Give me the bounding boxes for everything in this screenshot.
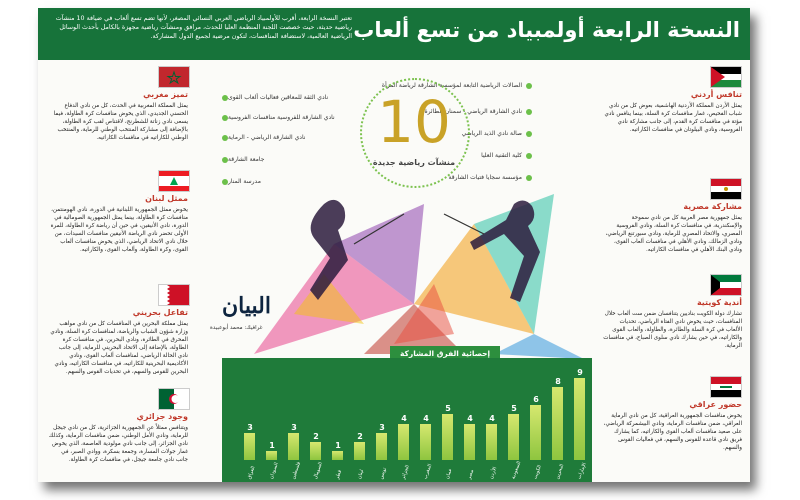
bullet-dot-icon <box>526 131 532 137</box>
venue-item: الصالات الرياضية التابعة لمؤسسة الشارقة لرياضة المرأة <box>382 82 532 89</box>
infographic-sheet <box>38 8 750 482</box>
category-label: عمان <box>444 467 454 480</box>
graphic-credit: غرافيك: محمد أبوعبيدة <box>210 325 263 331</box>
category-label: تونس <box>378 466 389 480</box>
country-desc: تشارك دولة الكويت بناديين يتنافسان ضمن ست ألعاب خلال المنافسات، حيث يخوض نادي الفتاة الرياضي، تحديات الألعاب في كرة السلة والطائرة، والطاولة، وألعاب القوى والكاراتيه، في حين يشارك نادي سلوى الصباح، في منافسات الرماية. <box>603 311 742 349</box>
bar-value-label: 1 <box>269 440 275 450</box>
venue-item: نادي الشارقة للفروسية منافسات الفروسية <box>218 114 335 121</box>
bullet-dot-icon <box>526 175 532 181</box>
country-desc: يخوض منافسات الجمهورية العراقية، كل من نادي الرماية العراقي، ضمن منافسات الرماية، ونادي البيشمركة الرياضي، على صعيد منافسات ألعاب القوى والكاراتيه، كما يشارك فريق نادي قاعدة للقوس والسهم، في فعاليات القوس والسهم. <box>603 413 742 451</box>
category-label: فلسطين <box>290 461 303 480</box>
venue-item: صالة نادي الذيد الرياضي <box>462 130 532 137</box>
country-name: تفاعل بحريني <box>132 308 188 317</box>
chart-bar <box>376 433 387 460</box>
bar-value-label: 4 <box>489 413 495 423</box>
chart-bar <box>486 424 497 460</box>
bar-value-label: 3 <box>247 422 253 432</box>
header-band <box>38 8 750 60</box>
egypt-flag-icon <box>710 178 742 200</box>
venue-item: نادي الشارقة الرياضي - سمنان الطائرة <box>424 108 532 115</box>
country-desc: يمثل الأردن المملكة الأردنية الهاشمية، بعوض كل من نادي شباب الفحيص، غمار منافسات كرة السلة، بينما ينافس نادي مؤتة في منافسات كرة القدم، إلى جانب مشاركة نادي الفروسية، ونادي البيلوتان في منافسات الكاراتيه. <box>604 103 742 133</box>
bullet-dot-icon <box>526 83 532 89</box>
venue-item: مدرسة المنار <box>218 178 261 185</box>
bar-value-label: 1 <box>335 440 341 450</box>
category-label: البحرين <box>554 463 566 480</box>
page-title: النسخة الرابعة أولمبياد من تسع ألعاب <box>353 18 740 42</box>
country-name: تميز مغربي <box>143 90 188 99</box>
chart-bar <box>288 433 299 460</box>
venue-item: نادي الشارقة الرياضي - الرماية <box>218 134 305 141</box>
morocco-flag-icon <box>158 66 190 88</box>
teams-chart <box>222 358 592 482</box>
kuwait-flag-icon <box>710 274 742 296</box>
country-desc: يمثل مملكة البحرين في المنافسات كل من نادي مواهب وزارة شؤون الشباب والرياضة، لمنافسات كرة السلة، ونادي المحرق في الطائرة، ونادي البحرين، في منافسات كرة الطاولة، بالإضافة إلى الاتحاد البحريني للرماية، إلى جانب نادي الحالة الرياضي، لمنافسات ألعاب القوى، ونادي الأكاديمية البحرينية للكاراتيه، في منافسات الكاراتيه، ونادي البحرين للقوس والسهم، في تحديات القوس والسهم. <box>50 321 188 375</box>
bar-value-label: 4 <box>467 413 473 423</box>
country-name: تنافس أردني <box>690 90 742 99</box>
category-label: العراق <box>246 465 257 480</box>
country-desc: يمثل جمهورية مصر العربية كل من نادي سموحة والإسكندرية، في منافسات كرة السلة، ونادي الفروسية المصري، والاتحاد المصري للرماية، ونادي سبورتنغ الرياضي، ونادي الزمالك، ونادي الأهلي في منافسات ألعاب القوى، ونادي البنك الأهلي في منافسات الكاراتيه. <box>605 215 742 253</box>
bullet-dot-icon <box>526 109 532 115</box>
chart-bar <box>244 433 255 460</box>
venue-item: كلية التقنية العليا <box>481 152 532 159</box>
bar-value-label: 6 <box>533 395 539 405</box>
chart-bar <box>354 442 365 460</box>
country-name: حضور عراقي <box>689 400 742 409</box>
country-desc: يخوض ممثل الجمهورية اللبنانية في الدورة، نادي الهومنتمن، منافسات كرة الطاولة، بينما يمثل الجمهورية الصومالية في الدورة، نادي الأنيقين، في حين أن رياضة كرة الطاولة، للمرة الأولى تحضر نادي الرياضة الأنيقين منافسات السيدات، من خلال نادي الاتحاد الرياضي، الذي يخوض منافسات ألعاب القوى، وكرة الطاولة، وألعاب القوى، والكاراتيه. <box>50 207 188 253</box>
bahrain-flag-icon <box>158 284 190 306</box>
bar-value-label: 4 <box>401 413 407 423</box>
category-label: الصومال <box>312 461 325 480</box>
country-name: ممثل لبنان <box>145 194 188 203</box>
venue-item: جامعة الشارقة <box>218 156 264 163</box>
bar-value-label: 5 <box>445 404 451 414</box>
venue-count-caption: منشآت رياضية جديدة <box>372 158 456 167</box>
chart-bar <box>464 424 475 460</box>
category-label: السودان <box>268 461 280 480</box>
category-label: قطر <box>334 469 344 480</box>
bar-value-label: 3 <box>291 422 297 432</box>
intro-text: تعتبر النسخة الرابعة، أقرب للأولمبياد الرياضي العربي النسائي المصغر، لأنها تضم تسع ألعاب في ضيافة 10 منشآت رياضية حديثة، حيث خصصت اللجنة المنظمة العليا للحدث، مرافق ومنشآت رياضية مجهزة بالكامل بأحدث الوسائل الرياضية العالمية، لاستضافة المنافسات، لتكون مرضية لجميع الدول المشاركة. <box>55 15 352 40</box>
bar-value-label: 2 <box>357 431 363 441</box>
iraq-flag-icon <box>710 376 742 398</box>
category-label: الجزائر <box>400 464 411 480</box>
bar-value-label: 9 <box>577 368 583 377</box>
venue-count-number: 10 <box>377 88 451 156</box>
bar-value-label: 8 <box>555 377 561 387</box>
bar-value-label: 5 <box>511 404 517 414</box>
chart-bar <box>442 414 453 460</box>
country-name: وجود جزائري <box>136 412 188 421</box>
chart-bar <box>552 387 563 460</box>
category-label: المغرب <box>422 463 434 480</box>
chart-bar <box>574 378 585 460</box>
country-desc: ويتنافس ممثلاً عن الجمهورية الجزائرية، كل من نادي جيجل للرماية، ونادي الأمل الوطني، ضمن منافسات الرماية، وكذلك نادي الجزائر، إلى جانب نادي مولودية العاصمة، الذي يخوض غمار جولات المسارة، وجمعة بسكرة، ووادي الصبر، في جانب نادي جامعة جيجل، في منافسات كرة الطاولة. <box>48 425 188 463</box>
chart-bar <box>530 405 541 460</box>
chart-bar <box>266 451 277 460</box>
chart-bar <box>398 424 409 460</box>
lebanon-flag-icon <box>158 170 190 192</box>
category-label: السعودية <box>510 460 523 480</box>
albayan-logo: البيان <box>222 293 271 319</box>
country-desc: يمثل المملكة المغربية في الحدث، كل من نادي الدفاع الحسني الجديدي، الذي يخوض منافسات كرة الطاولة، فيما يسعى نادي زناتة للشطرنج، لاقتناص لقب كرة الطاولة، بالإضافة إلى مشاركة المنتخب الوطني للرماية، والمنتخب الوطني للكاراتيه في منافسات الكاراتيه. <box>53 103 188 141</box>
category-label: مصر <box>466 468 476 480</box>
algeria-flag-icon <box>158 388 190 410</box>
country-name: مشاركة مصرية <box>683 202 742 211</box>
category-label: الأردن <box>488 466 499 480</box>
venue-item: نادي الثقة للمعاقين فعاليات ألعاب القوى <box>218 94 328 101</box>
chart-bar <box>310 442 321 460</box>
bar-value-label: 4 <box>423 413 429 423</box>
chart-bar <box>332 451 343 460</box>
chart-bar <box>508 414 519 460</box>
category-label: الكويت <box>532 464 543 480</box>
category-label: لبنان <box>356 468 366 480</box>
athletes-illustration <box>214 184 614 364</box>
bar-value-label: 3 <box>379 422 385 432</box>
venue-item: مؤسسة سجايا فتيات الشارقة <box>449 174 532 181</box>
chart-bar <box>420 424 431 460</box>
bullet-dot-icon <box>526 153 532 159</box>
jordan-flag-icon <box>710 66 742 88</box>
chart-title: إحصائية الفرق المشاركة <box>390 346 500 361</box>
bar-value-label: 2 <box>313 431 319 441</box>
category-label: الإمارات <box>576 462 588 480</box>
country-name: أندية كويتية <box>696 298 742 307</box>
